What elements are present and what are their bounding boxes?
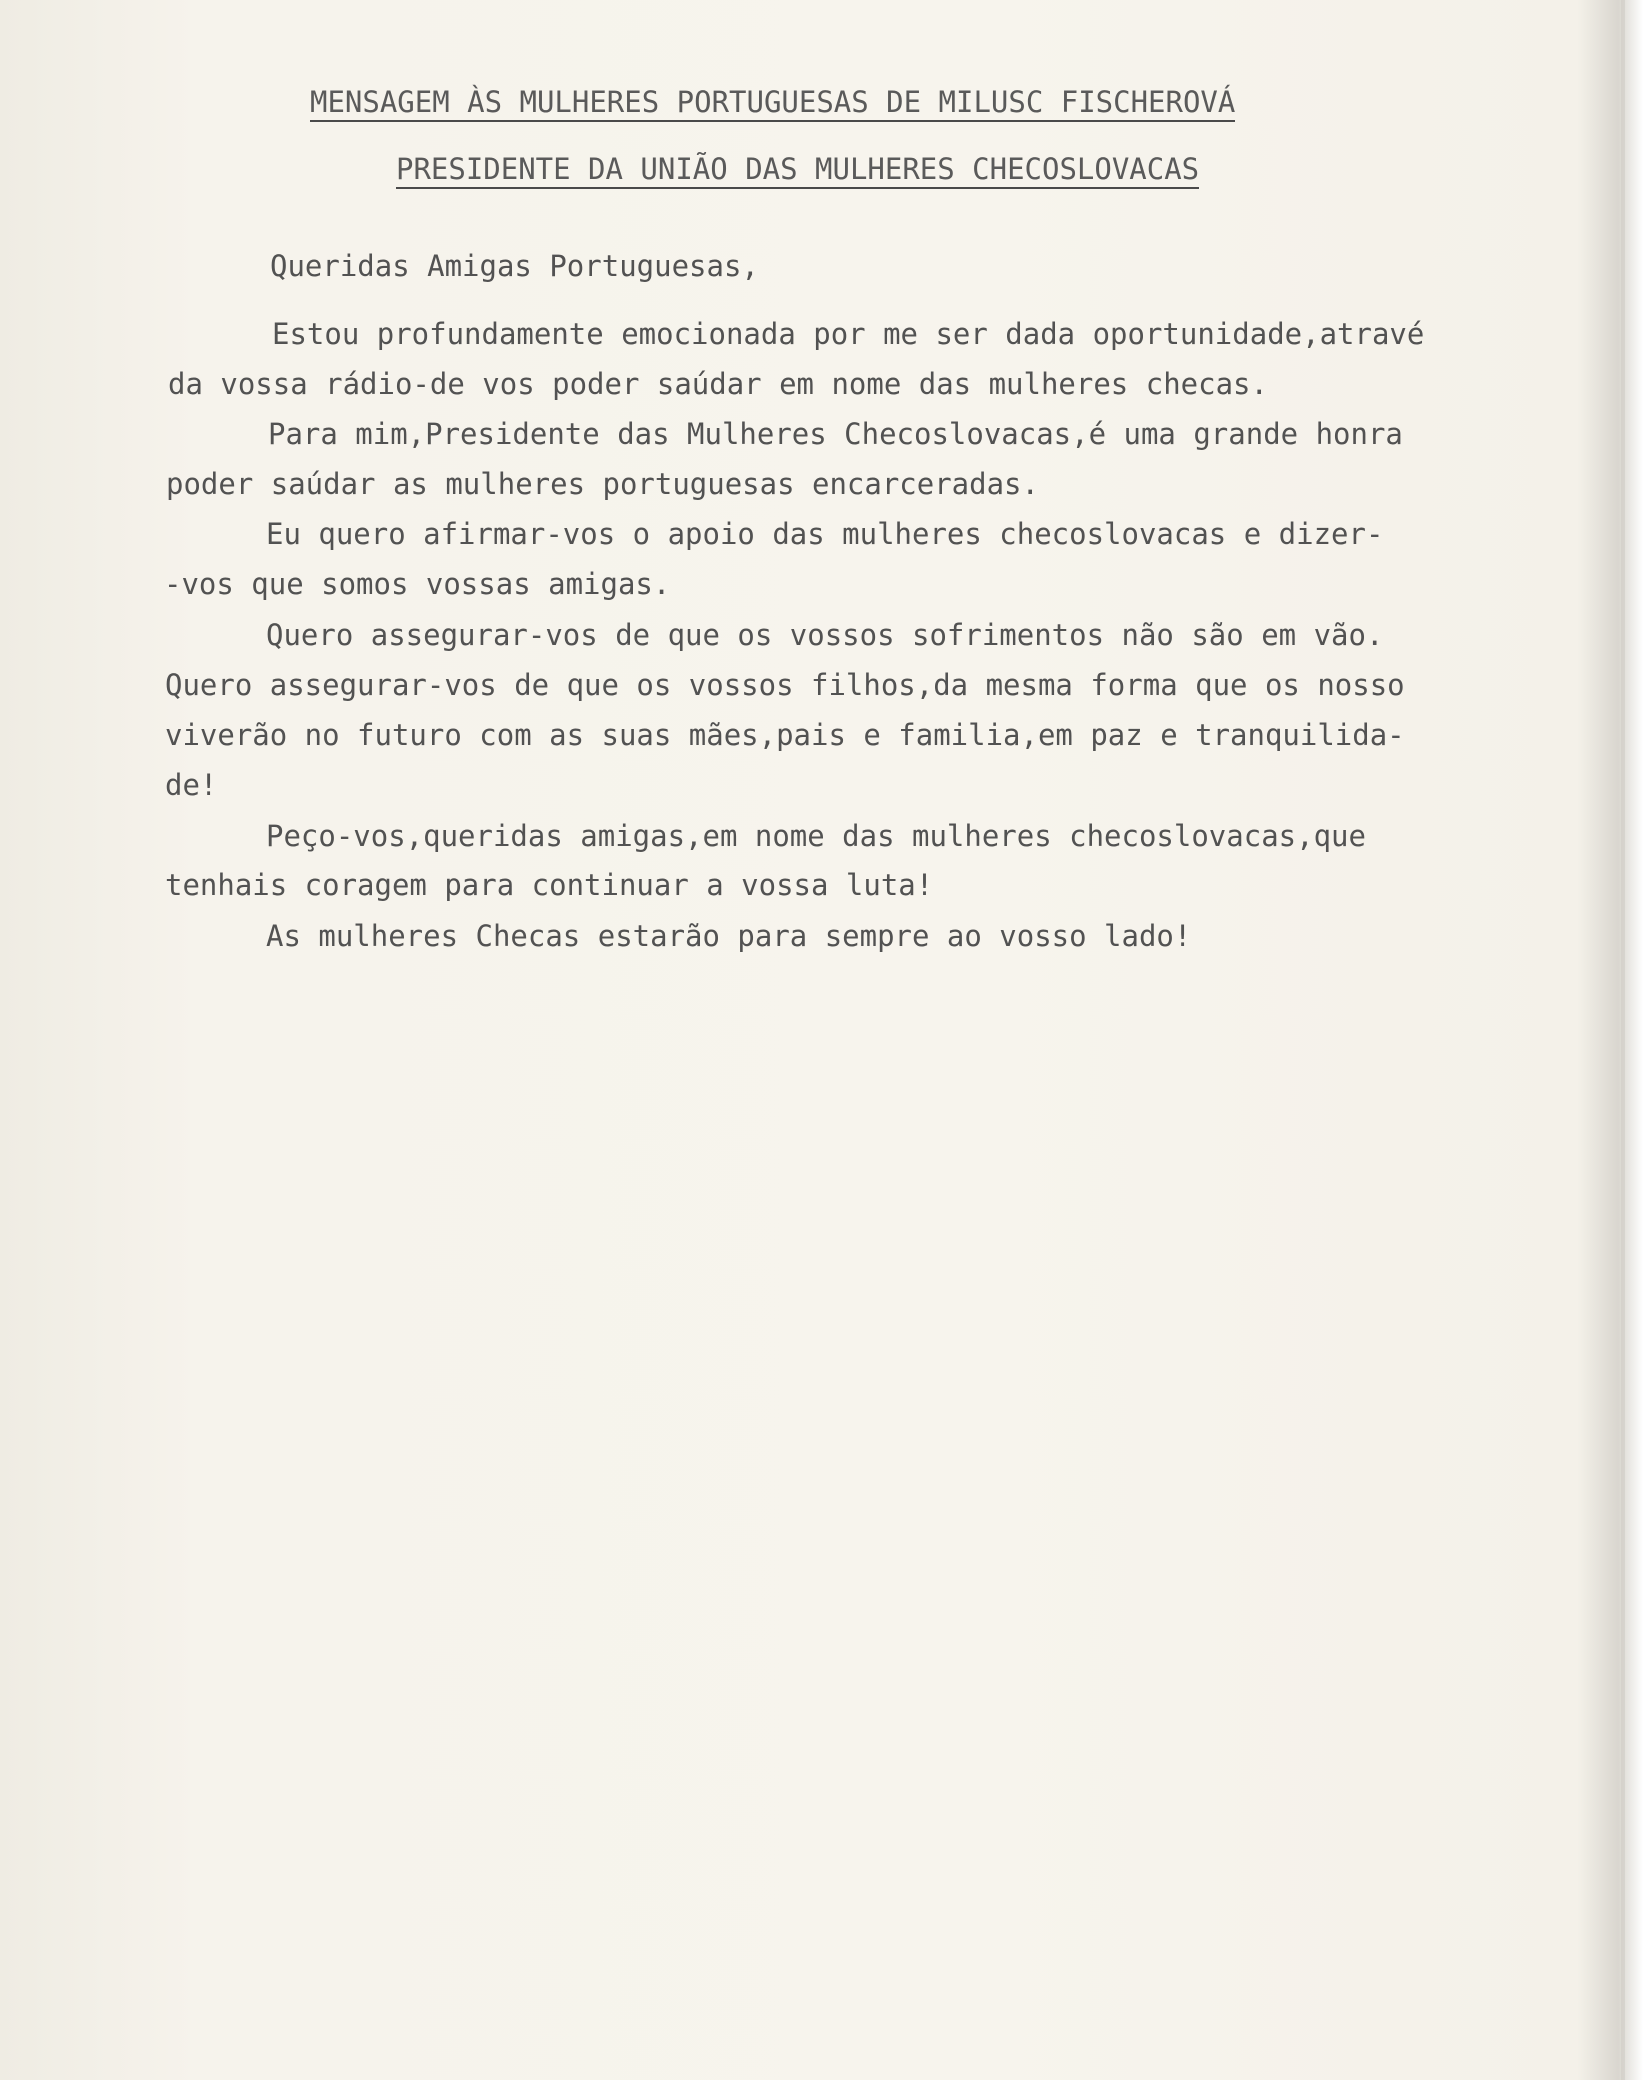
- paragraph-4-line-3: viverão no futuro com as suas mães,pais e familia,em paz e tranquilida-: [165, 718, 1405, 752]
- salutation: Queridas Amigas Portuguesas,: [270, 249, 759, 283]
- paragraph-2-line-1: Para mim,Presidente das Mulheres Checoslovacas,é uma grande honra: [268, 417, 1403, 451]
- document-title-line-1: MENSAGEM ÀS MULHERES PORTUGUESAS DE MILUSC FISCHEROVÁ: [310, 86, 1235, 122]
- paragraph-4-line-4: de!: [165, 768, 218, 802]
- page-edge-shadow: [1621, 0, 1625, 2080]
- paragraph-3-line-1: Eu quero afirmar-vos o apoio das mulheres checoslovacas e dizer-: [266, 517, 1384, 551]
- paragraph-4-line-2: Quero assegurar-vos de que os vossos filhos,da mesma forma que os nosso: [165, 668, 1405, 702]
- paragraph-4-line-1: Quero assegurar-vos de que os vossos sofrimentos não são em vão.: [266, 618, 1384, 652]
- paragraph-6-line-1: As mulheres Checas estarão para sempre ao vosso lado!: [266, 919, 1192, 953]
- paragraph-5-line-2: tenhais coragem para continuar a vossa luta!: [165, 868, 934, 902]
- paragraph-1-line-1: Estou profundamente emocionada por me ser dada oportunidade,atravé: [272, 317, 1425, 351]
- paragraph-1-line-2: da vossa rádio-de vos poder saúdar em nome das mulheres checas.: [168, 367, 1268, 401]
- paragraph-5-line-1: Peço-vos,queridas amigas,em nome das mulheres checoslovacas,que: [266, 819, 1366, 853]
- document-title-line-2: PRESIDENTE DA UNIÃO DAS MULHERES CHECOSLOVACAS: [396, 153, 1199, 189]
- paragraph-3-line-2: -vos que somos vossas amigas.: [164, 567, 671, 601]
- paragraph-2-line-2: poder saúdar as mulheres portuguesas encarceradas.: [166, 467, 1039, 501]
